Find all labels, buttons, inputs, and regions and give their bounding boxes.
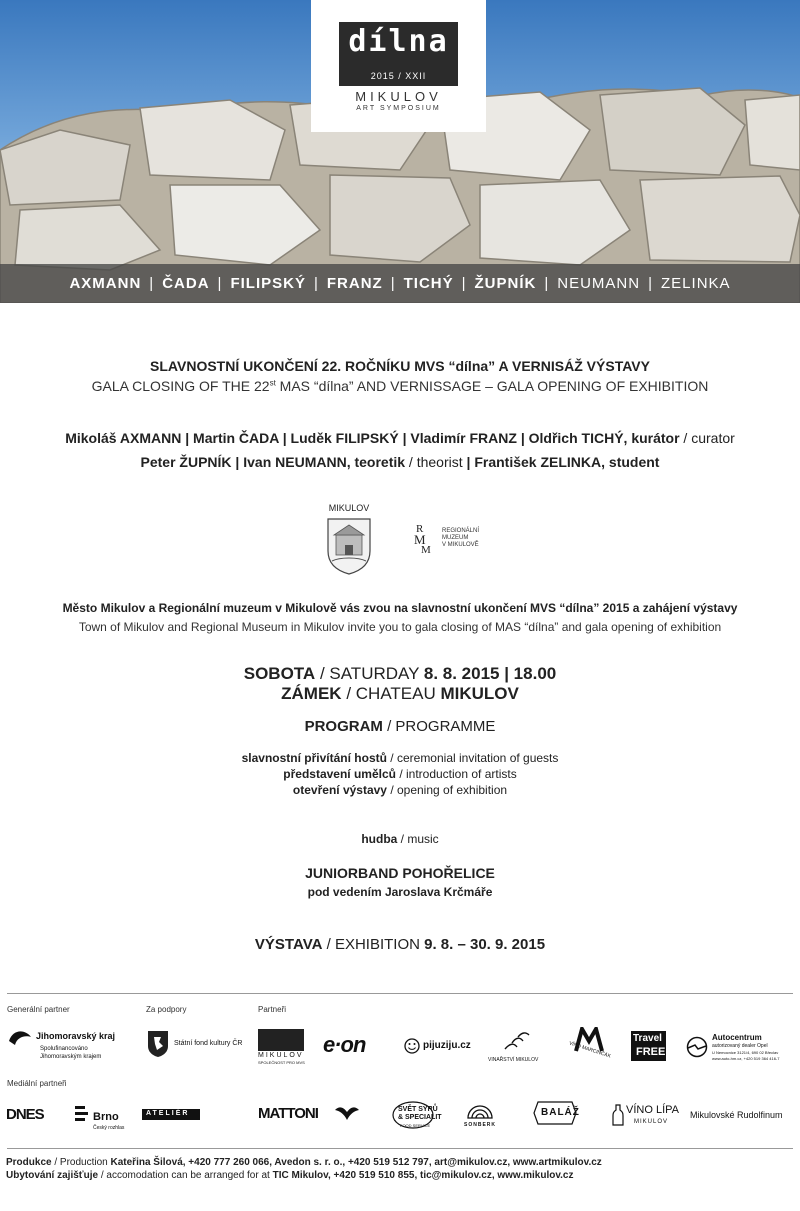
dilna-logo-plate [339, 22, 458, 86]
music-label [0, 832, 800, 846]
participants-line-2 [0, 454, 800, 470]
svg-text:R: R [416, 523, 424, 535]
museum-line: V MIKULOVĚ [442, 542, 479, 548]
artist-separator: | [217, 275, 223, 292]
program-item-english: / opening of exhibition [386, 783, 508, 797]
heading-english-part: MAS “dílna” AND VERNISSAGE – GALA OPENING OF EXHIBITION [275, 378, 709, 394]
artist-name: ZELINKA [661, 275, 731, 292]
accommodation-label: Ubytování zajišťuje [6, 1170, 99, 1181]
production-contact: Kateřina Šilová, +420 777 260 066, Avedon s. r. o., +420 519 512 797, art@mikulov.cz, www.artmikulov.cz [110, 1157, 602, 1168]
artist-name: NEUMANN [557, 275, 641, 292]
jmk-sub: Spolufinancováno [40, 1046, 88, 1052]
hero-banner [0, 0, 800, 303]
sunrise-icon [466, 1100, 494, 1120]
marcincak-name: VÍNO MARCINČÁK [568, 1040, 612, 1060]
invitation-czech: Město Mikulov a Regionální muzeum v Mikulově vás zvou na slavnostní ukončení MVS “dílna” 2015 a zahájení výstavy [62, 601, 738, 615]
svet-syru-line: SVĚT SÝRŮ [398, 1106, 438, 1113]
svg-text:M: M [421, 544, 431, 554]
partners-divider-bottom [7, 1148, 793, 1149]
accommodation-contact: TIC Mikulov, +420 519 510 855, tic@mikulov.cz, www.mikulov.cz [272, 1170, 574, 1181]
mattoni-name: MATTONI [258, 1105, 318, 1122]
heading-czech: SLAVNOSTNÍ UKONČENÍ 22. ROČNÍKU MVS “dílna” A VERNISÁŽ VÝSTAVY [150, 358, 650, 374]
partners-label: Partneři [258, 1005, 287, 1014]
heading-english [0, 378, 800, 394]
jmk-name: Jihomoravský kraj [36, 1031, 116, 1041]
pijuziju-name: pijuziju.cz [423, 1040, 471, 1051]
smiley-icon [404, 1038, 420, 1054]
artist-name: ŽUPNÍK [474, 275, 537, 292]
dilna-logo [311, 0, 486, 132]
program-item-english: / ceremonial invitation of guests [386, 751, 559, 765]
heading-english-part: GALA CLOSING OF THE 22 [91, 378, 270, 394]
vinarstvi-name: VINAŘSTVÍ MIKULOV [488, 1057, 539, 1063]
svet-syru-line: FOOD SERVICE [400, 1123, 431, 1128]
event-date-time: 8. 8. 2015 | 18.00 [423, 664, 557, 683]
accommodation-line [6, 1170, 574, 1181]
program-title [0, 718, 800, 735]
opel-icon [686, 1036, 708, 1058]
eon-logo: e·on [323, 1032, 366, 1057]
dilna-logo-subtitle: ART SYMPOSIUM [356, 105, 441, 112]
heading-english-sup: st [269, 378, 276, 388]
auto-title: Autocentrum [712, 1033, 762, 1042]
artist-separator: | [461, 275, 467, 292]
auto-address: U Nemocnice 3121/4, 690 02 Břeclav [712, 1050, 779, 1055]
artist-separator: | [648, 275, 654, 292]
program-item-czech: otevření výstavy [292, 783, 387, 797]
program-title-english: / PROGRAMME [382, 718, 496, 735]
auto-sub: autorizovaný dealer Opel [712, 1043, 768, 1049]
sfk-name: Státní fond kultury ČR [174, 1040, 243, 1047]
program-item-czech: představení umělců [283, 767, 396, 781]
birds-icon [502, 1029, 532, 1053]
cro-name: Český rozhlas [93, 1125, 125, 1131]
invitation-english: Town of Mikulov and Regional Museum in Mikulov invite you to gala closing of MAS “dílna” and gala opening of exhibition [78, 620, 722, 634]
exhibition-dates [0, 936, 800, 953]
dilna-logo-year: 2015 / XXII [370, 71, 427, 81]
jmk-icon [7, 1027, 33, 1047]
program-item [0, 767, 800, 781]
participants-line-1 [0, 430, 800, 446]
partners-divider-top [7, 993, 793, 994]
free-text: FREE [636, 1046, 666, 1058]
artist-name: ČADA [162, 275, 210, 292]
dilna-logo-word: dílna [348, 24, 449, 59]
event-day-english: / SATURDAY [315, 664, 424, 683]
production-label: Produkce [6, 1157, 52, 1168]
exhibition-label-english: / EXHIBITION [322, 936, 425, 953]
auto-web: www.auto-hm.cz, +420 519 364 416-7 [712, 1056, 780, 1061]
artist-separator: | [313, 275, 319, 292]
participants-names: Mikoláš AXMANN | Martin ČADA | Luděk FILIPSKÝ | Vladimír FRANZ | Oldřich TICHÝ, kurátor [65, 430, 680, 446]
mikulov-crest [322, 503, 376, 577]
music-label-english: / music [397, 832, 439, 846]
museum-logo-icon [414, 522, 440, 554]
artist-name: FRANZ [326, 275, 383, 292]
balaz-name: BALÁŽ [541, 1107, 580, 1118]
event-day-czech: SOBOTA [243, 664, 316, 683]
crest-title: MIKULOV [328, 503, 370, 513]
participants-names: Peter ŽUPNÍK | Ivan NEUMANN, teoretik [140, 454, 406, 470]
event-place-city: MIKULOV [440, 684, 519, 703]
dilna-partner-city: MIKULOV [258, 1052, 304, 1059]
band-leader: pod vedením Jaroslava Krčmáře [307, 885, 493, 899]
bottle-icon [612, 1104, 624, 1126]
program-item [0, 751, 800, 765]
event-place [0, 684, 800, 704]
vino-lipa-sub: MIKULOV [634, 1119, 669, 1125]
program-title-czech: PROGRAM [304, 718, 383, 735]
support-label: Za podpory [146, 1005, 187, 1014]
czech-lion-icon [147, 1030, 169, 1058]
program-item-english: / introduction of artists [395, 767, 517, 781]
rudolfinum-logo: Mikulovské Rudolfinum [690, 1110, 783, 1120]
museum-line: REGIONÁLNÍ [442, 528, 480, 534]
artist-separator: | [544, 275, 550, 292]
artist-list [0, 275, 800, 292]
exhibition-date-range: 9. 8. – 30. 9. 2015 [424, 936, 546, 953]
event-place-czech: ZÁMEK [281, 684, 342, 703]
vino-lipa-name: VÍNO LÍPA [626, 1104, 679, 1116]
production-line [6, 1157, 602, 1168]
event-date [0, 664, 800, 684]
artist-separator: | [390, 275, 396, 292]
dilna-partner-sub: SPOLEČNOST PRO MVS [258, 1060, 305, 1065]
accommodation-label-english: / accomodation can be arranged for at [98, 1170, 273, 1181]
event-place-english: / CHATEAU [341, 684, 441, 703]
museum-line: MUZEUM [442, 535, 469, 541]
brno-name: Brno [93, 1111, 119, 1123]
media-partners-label: Mediální partneři [7, 1079, 67, 1088]
travel-text: Travel [633, 1033, 662, 1044]
exhibition-label-czech: VÝSTAVA [254, 936, 323, 953]
program-item-czech: slavnostní přivítání hostů [241, 751, 387, 765]
cro-icon [75, 1104, 89, 1124]
artist-separator: | [149, 275, 155, 292]
sonberk-name: SONBERK [464, 1122, 497, 1128]
artist-name: TICHÝ [403, 275, 454, 292]
program-item [0, 783, 800, 797]
production-label-english: / Production [51, 1157, 111, 1168]
dilna-logo-city: MIKULOV [355, 89, 442, 104]
eagle-icon [334, 1104, 360, 1122]
jmk-sub: Jihomoravským krajem [40, 1054, 102, 1060]
artist-name: FILIPSKÝ [230, 275, 306, 292]
coat-of-arms-icon [326, 517, 372, 575]
museum-logo-text [442, 528, 492, 549]
svet-syru-line: & SPECIALIT [398, 1114, 442, 1121]
participants-names: | František ZELINKA, student [462, 454, 660, 470]
band-name: JUNIORBAND POHOŘELICE [305, 865, 495, 881]
atelier-name: ATELIÉR [146, 1110, 190, 1117]
artist-name: AXMANN [69, 275, 142, 292]
participants-role: / curator [679, 430, 735, 446]
music-label-czech: hudba [361, 832, 398, 846]
general-partner-label: Generální partner [7, 1005, 70, 1014]
svg-text:M: M [414, 532, 426, 547]
dilna-partner-plate [258, 1029, 304, 1051]
dnes-logo: DNES [6, 1106, 44, 1123]
participants-role: / theorist [405, 454, 463, 470]
